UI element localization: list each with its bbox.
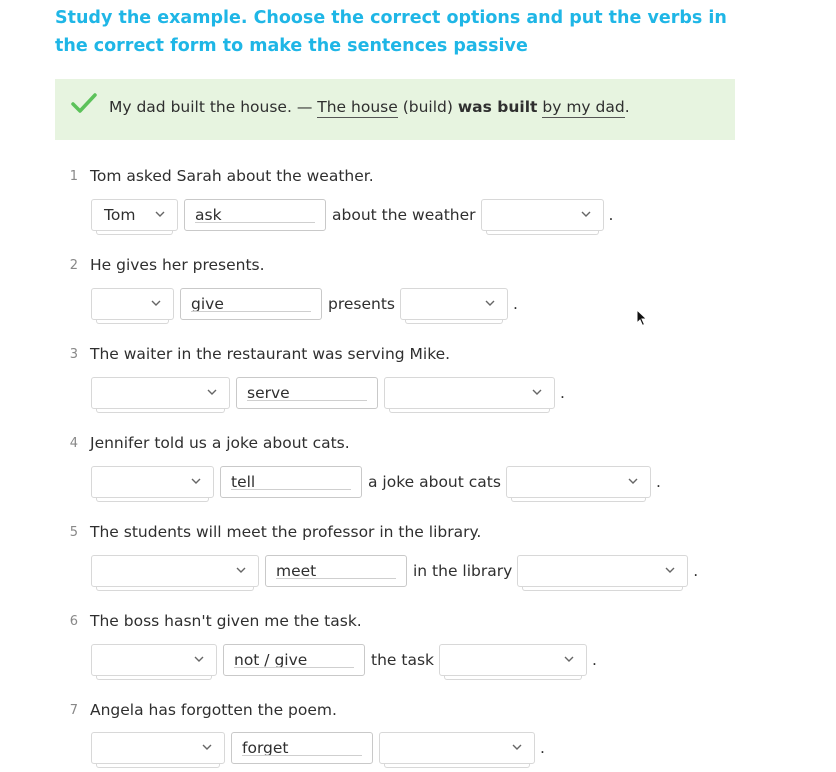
exercise-sentence: The boss hasn't given me the task. — [90, 612, 362, 630]
example-answer: was built — [457, 98, 538, 116]
exercise-answer-row — [91, 376, 565, 410]
agent-dropdown[interactable] — [481, 199, 604, 231]
chevron-down-icon — [512, 743, 522, 751]
subject-dropdown[interactable] — [91, 466, 214, 498]
agent-dropdown[interactable] — [439, 644, 587, 676]
verb-hint: not / give — [234, 651, 308, 669]
sentence-middle: the task — [371, 651, 434, 669]
chevron-down-icon — [628, 477, 638, 485]
exercise-number: 1 — [69, 169, 78, 184]
exercise-answer-row — [91, 198, 613, 232]
exercise-answer-row — [91, 465, 661, 499]
chevron-down-icon — [581, 210, 591, 218]
sentence-middle: in the library — [413, 562, 513, 580]
example-sentence — [109, 98, 630, 116]
instructions-title: Study the example. Choose the correct options and put the verbs in the correct form to make the sentences passive — [55, 8, 727, 56]
chevron-down-icon — [665, 566, 675, 574]
verb-input[interactable] — [184, 199, 326, 231]
exercise-number: 3 — [69, 347, 78, 362]
verb-input[interactable] — [223, 644, 365, 676]
verb-hint: ask — [195, 206, 222, 224]
subject-dropdown[interactable] — [91, 288, 174, 320]
chevron-down-icon — [151, 299, 161, 307]
exercise-sentence: Tom asked Sarah about the weather. — [90, 167, 374, 185]
exercise-number: 2 — [69, 258, 78, 273]
example-agent: by my dad — [542, 98, 625, 116]
exercise-sentence: He gives her presents. — [90, 256, 265, 274]
subject-dropdown[interactable] — [91, 555, 259, 587]
subject-dropdown[interactable] — [91, 377, 230, 409]
sentence-end: . — [693, 562, 699, 580]
subject-dropdown-value: Tom — [104, 206, 136, 224]
sentence-end: . — [592, 651, 597, 669]
sentence-middle: a joke about cats — [368, 473, 501, 491]
chevron-down-icon — [191, 477, 201, 485]
sentence-middle: presents — [328, 295, 395, 313]
verb-hint: serve — [247, 384, 290, 402]
chevron-down-icon — [202, 743, 212, 751]
verb-hint: forget — [242, 739, 289, 757]
verb-hint: tell — [231, 473, 256, 491]
sentence-end: . — [608, 206, 614, 224]
verb-input[interactable] — [180, 288, 322, 320]
exercise-sentence: Jennifer told us a joke about cats. — [90, 434, 350, 452]
exercise-sentence: The waiter in the restaurant was serving Mike. — [90, 345, 451, 363]
chevron-down-icon — [236, 566, 246, 574]
chevron-down-icon — [532, 388, 542, 396]
exercise-sentence: Angela has forgotten the poem. — [90, 701, 337, 719]
chevron-down-icon — [485, 299, 495, 307]
chevron-down-icon — [155, 210, 165, 218]
subject-dropdown[interactable] — [91, 644, 217, 676]
sentence-end: . — [513, 295, 518, 313]
agent-dropdown[interactable] — [379, 732, 535, 764]
chevron-down-icon — [207, 388, 217, 396]
sentence-end: . — [560, 384, 565, 402]
sentence-end: . — [540, 739, 545, 757]
example-end: . — [624, 98, 630, 116]
exercise-answer-row — [91, 287, 518, 321]
agent-dropdown[interactable] — [400, 288, 508, 320]
check-icon — [71, 93, 97, 115]
verb-hint: meet — [276, 562, 317, 580]
sentence-middle: about the weather — [332, 206, 476, 224]
exercise-answer-row — [91, 643, 597, 677]
verb-input[interactable] — [231, 732, 373, 764]
agent-dropdown[interactable] — [517, 555, 688, 587]
verb-hint: give — [191, 295, 224, 313]
sentence-end: . — [655, 473, 661, 491]
exercise-number: 5 — [69, 525, 78, 540]
exercise-number: 7 — [69, 703, 78, 718]
exercise-number: 6 — [69, 614, 78, 629]
agent-dropdown[interactable] — [384, 377, 555, 409]
verb-input[interactable] — [265, 555, 407, 587]
chevron-down-icon — [564, 655, 574, 663]
exercise-sentence: The students will meet the professor in the library. — [90, 523, 482, 541]
example-box — [55, 79, 735, 140]
example-subject: The house — [317, 98, 398, 116]
exercise-answer-row — [91, 554, 698, 588]
agent-dropdown[interactable] — [506, 466, 651, 498]
subject-dropdown[interactable] — [91, 199, 178, 231]
verb-input[interactable] — [220, 466, 362, 498]
mouse-cursor-icon — [636, 309, 648, 327]
subject-dropdown[interactable] — [91, 732, 225, 764]
verb-input[interactable] — [236, 377, 378, 409]
exercise-answer-row — [91, 731, 545, 765]
example-verb-hint: (build) — [402, 98, 453, 116]
example-active: My dad built the house. — — [109, 98, 313, 116]
chevron-down-icon — [194, 655, 204, 663]
exercise-number: 4 — [69, 436, 78, 451]
